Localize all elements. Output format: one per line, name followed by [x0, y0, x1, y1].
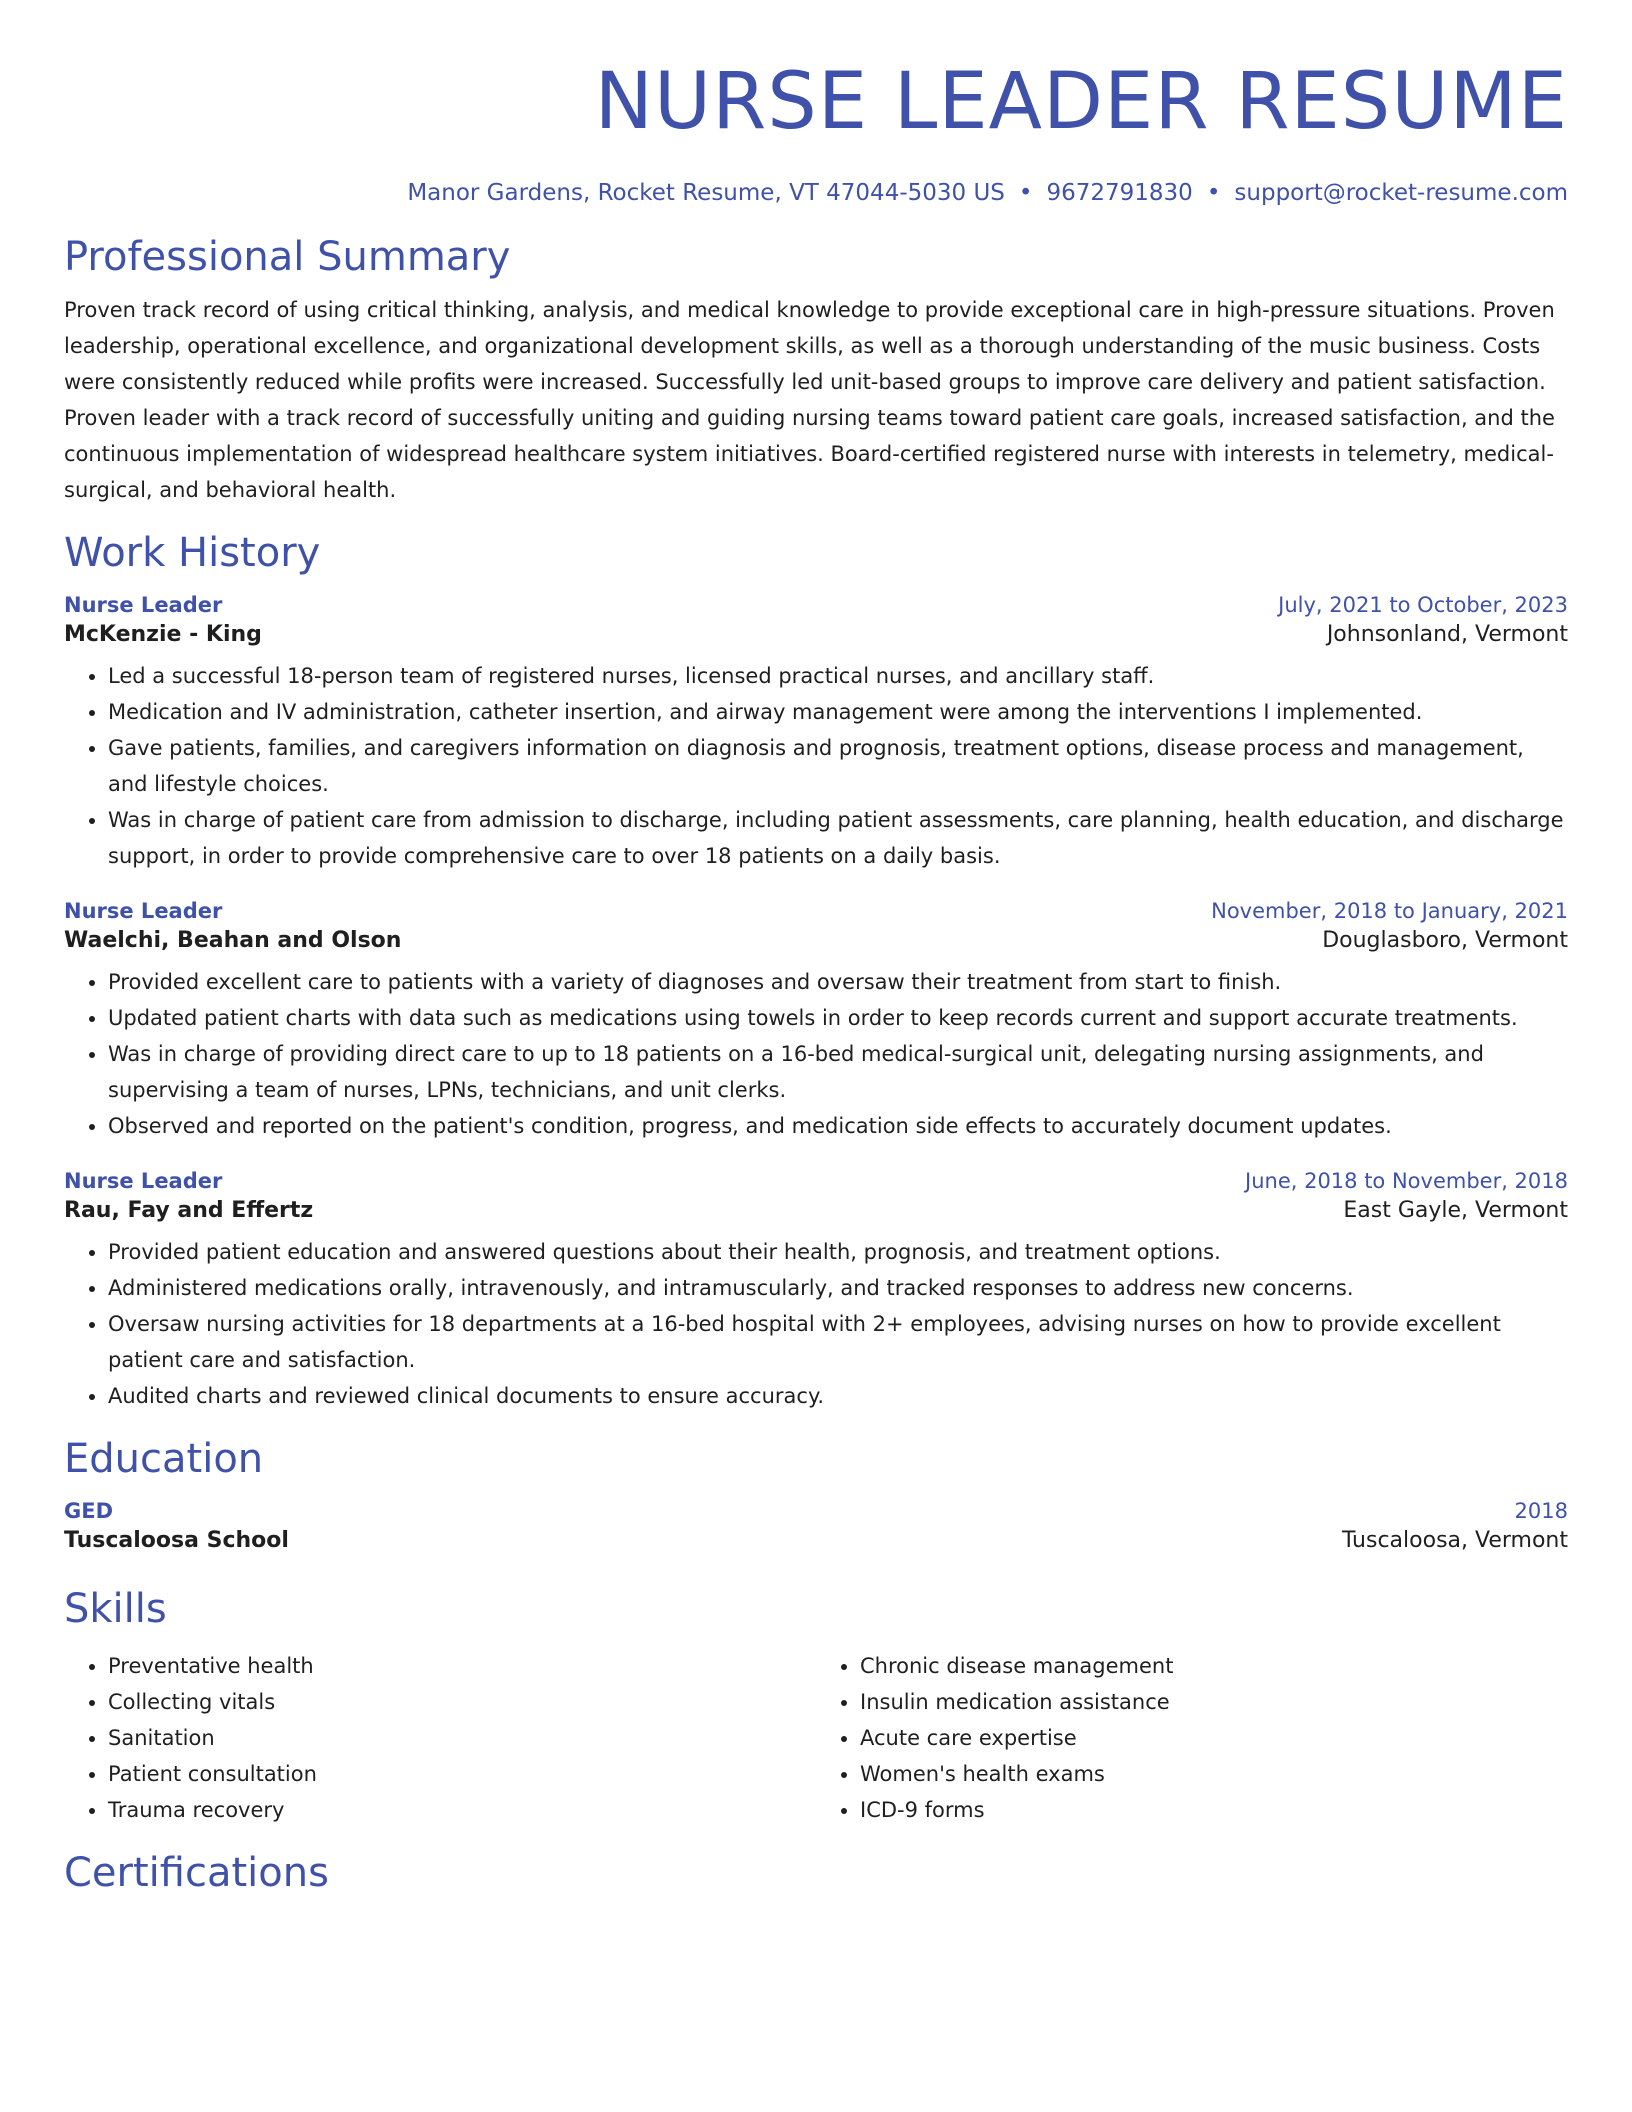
- job-entry: [64, 896, 1568, 1144]
- education-location: Tuscaloosa, Vermont: [1341, 1528, 1568, 1553]
- job-bullet: • Oversaw nursing activities for 18 departments at a 16-bed hospital with 2+ employees, advising nurses on how to provide excellent patient care and satisfaction.: [108, 1306, 1568, 1378]
- skill-item: • Preventative health: [108, 1648, 816, 1684]
- skill-item: • Insulin medication assistance: [860, 1684, 1568, 1720]
- contact-email[interactable]: support@rocket-resume.com: [1234, 180, 1568, 206]
- job-entry: [64, 1166, 1568, 1414]
- resume-title: NURSE LEADER RESUME: [594, 57, 1568, 147]
- job-entry: [64, 590, 1568, 874]
- job-title: Nurse Leader: [64, 1169, 223, 1193]
- skills-column-left: [64, 1648, 816, 1828]
- section-heading-skills: Skills: [64, 1586, 167, 1632]
- contact-address: Manor Gardens, Rocket Resume, VT 47044-5030 US: [407, 180, 1005, 206]
- skill-item: • ICD-9 forms: [860, 1792, 1568, 1828]
- job-dates: June, 2018 to November, 2018: [1245, 1169, 1568, 1193]
- job-title: Nurse Leader: [64, 593, 223, 617]
- employer-name: Rau, Fay and Effertz: [64, 1198, 314, 1223]
- education-year: 2018: [1514, 1499, 1568, 1523]
- section-heading-summary: Professional Summary: [64, 234, 511, 280]
- contact-separator: •: [1206, 180, 1221, 206]
- job-bullet: • Audited charts and reviewed clinical documents to ensure accuracy.: [108, 1378, 1568, 1414]
- job-dates: November, 2018 to January, 2021: [1211, 899, 1568, 923]
- education-degree: GED: [64, 1499, 114, 1523]
- skills-grid: [64, 1648, 1568, 1828]
- job-bullet: • Provided excellent care to patients with a variety of diagnoses and oversaw their treatment from start to finish.: [108, 964, 1568, 1000]
- job-bullet: • Observed and reported on the patient's condition, progress, and medication side effects to accurately document updates.: [108, 1108, 1568, 1144]
- job-bullets: [64, 658, 1568, 874]
- skill-item: • Acute care expertise: [860, 1720, 1568, 1756]
- skill-item: • Women's health exams: [860, 1756, 1568, 1792]
- job-title: Nurse Leader: [64, 899, 223, 923]
- education-entry: [64, 1496, 1568, 1556]
- job-bullet: • Administered medications orally, intravenously, and intramuscularly, and tracked responses to address new concerns.: [108, 1270, 1568, 1306]
- skills-column-right: [816, 1648, 1568, 1828]
- job-bullet: • Was in charge of providing direct care to up to 18 patients on a 16-bed medical-surgical unit, delegating nursing assignments, and supervising a team of nurses, LPNs, technicians, and unit clerks.: [108, 1036, 1568, 1108]
- education-school: Tuscaloosa School: [64, 1528, 289, 1553]
- section-heading-work-history: Work History: [64, 530, 321, 576]
- job-bullet: • Updated patient charts with data such as medications using towels in order to keep records current and support accurate treatments.: [108, 1000, 1568, 1036]
- summary-text: Proven track record of using critical thinking, analysis, and medical knowledge to provide exceptional care in high-pressure situations. Proven leadership, operational excellence, and organizational development skills, as well as a thorough understanding of the music business. Costs were consistently reduced while profits were increased. Successfully led unit-based groups to improve care delivery and patient satisfaction. Proven leader with a track record of successfully uniting and guiding nursing teams toward patient care goals, increased satisfaction, and the continuous implementation of widespread healthcare system initiatives. Board-certified registered nurse with interests in telemetry, medical-surgical, and behavioral health.: [64, 298, 1555, 502]
- skill-item: • Chronic disease management: [860, 1648, 1568, 1684]
- job-bullet: • Led a successful 18-person team of registered nurses, licensed practical nurses, and ancillary staff.: [108, 658, 1568, 694]
- job-bullet: • Medication and IV administration, catheter insertion, and airway management were among the interventions I implemented.: [108, 694, 1568, 730]
- section-heading-certifications: Certifications: [64, 1850, 329, 1896]
- skill-item: • Trauma recovery: [108, 1792, 816, 1828]
- contact-phone: 9672791830: [1046, 180, 1193, 206]
- job-bullet: • Was in charge of patient care from admission to discharge, including patient assessments, care planning, health education, and discharge support, in order to provide comprehensive care to over 18 patients on a daily basis.: [108, 802, 1568, 874]
- resume-page: [64, 0, 1568, 1900]
- contact-separator: •: [1018, 180, 1033, 206]
- skill-item: • Collecting vitals: [108, 1684, 816, 1720]
- job-bullets: [64, 964, 1568, 1144]
- job-location: Douglasboro, Vermont: [1322, 928, 1568, 953]
- job-bullet: • Gave patients, families, and caregivers information on diagnosis and prognosis, treatment options, disease process and management, and lifestyle choices.: [108, 730, 1568, 802]
- job-location: East Gayle, Vermont: [1343, 1198, 1568, 1223]
- employer-name: Waelchi, Beahan and Olson: [64, 928, 402, 953]
- job-location: Johnsonland, Vermont: [1326, 622, 1568, 647]
- skill-item: • Patient consultation: [108, 1756, 816, 1792]
- job-dates: July, 2021 to October, 2023: [1278, 593, 1568, 617]
- section-heading-education: Education: [64, 1436, 264, 1482]
- job-bullets: [64, 1234, 1568, 1414]
- contact-line: [64, 178, 1568, 208]
- skill-item: • Sanitation: [108, 1720, 816, 1756]
- job-bullet: • Provided patient education and answered questions about their health, prognosis, and treatment options.: [108, 1234, 1568, 1270]
- employer-name: McKenzie - King: [64, 622, 262, 647]
